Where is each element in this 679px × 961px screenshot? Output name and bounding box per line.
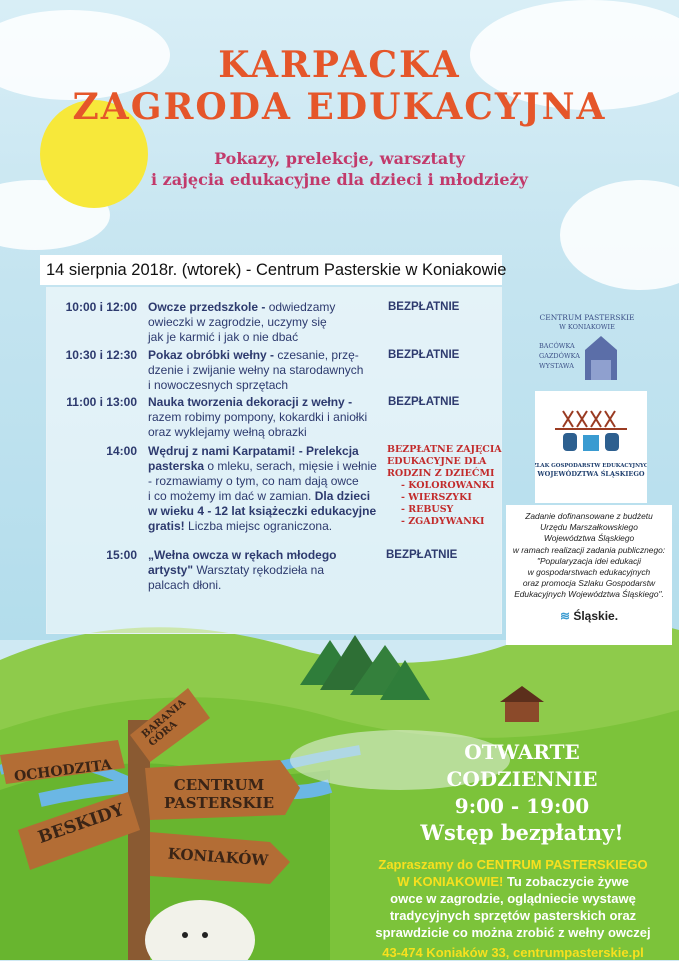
schedule-desc: [148, 395, 378, 440]
subtitle: [0, 148, 679, 190]
logo-text: CENTRUM PASTERSKIE: [539, 313, 635, 322]
funding-note: [506, 505, 672, 645]
schedule-title: Pokaz obróbki wełny -: [148, 348, 275, 362]
sign-label-centrum: [150, 772, 288, 816]
schedule-text: dzenie i zwijanie wełny na starodawnych: [148, 363, 364, 377]
price-line: - ZGADYWANKI: [401, 516, 485, 527]
funding-line: w ramach realizacji zadania publicznego:: [512, 544, 666, 555]
schedule-text: odwiedzamy: [268, 300, 336, 314]
slaskie-logo: [506, 608, 672, 623]
funding-line: Urzędu Marszałkowskiego: [540, 522, 638, 533]
price-label: BEZPŁATNIE: [386, 549, 458, 561]
funding-line: Województwa Śląskiego: [543, 533, 635, 544]
funding-line: w gospodarstwach edukacyjnych: [527, 567, 651, 578]
schedule-time: 14:00: [106, 444, 137, 458]
price-label: BEZPŁATNIE: [388, 301, 460, 313]
price-line: BEZPŁATNE ZAJĘCIA: [387, 444, 502, 455]
schedule-text: i nowoczesnych sprzętach: [148, 378, 289, 392]
schedule-text: razem robimy pompony, kokardki i aniołki: [148, 410, 368, 424]
sign-label-koniakow: KONIAKÓW: [167, 844, 269, 870]
schedule-text: i co możemy im dać w zamian.: [148, 489, 315, 503]
price-label: BEZPŁATNIE: [388, 349, 460, 361]
invite-text: sprawdzicie co można zrobić z wełny owczej: [375, 925, 651, 940]
open-hours: 9:00 - 19:00: [454, 794, 590, 818]
funding-line: Zadanie dofinansowane z budżetu: [525, 511, 653, 521]
sign-text: CENTRUM: [173, 776, 265, 794]
invite-text: tradycyjnych sprzętów pasterskich oraz: [389, 908, 637, 923]
schedule-title: Nauka tworzenia dekoracji z wełny -: [148, 395, 353, 409]
funding-line: Edukacyjnych Województwa Śląskiego".: [514, 589, 664, 600]
page-title-line1: KARPACKA: [218, 44, 461, 86]
schedule-desc: [148, 348, 378, 393]
price-line: - REBUSY: [401, 504, 454, 515]
open-line2: CODZIENNIE: [446, 767, 598, 791]
schedule-panel: [46, 287, 502, 634]
slaskie-brand: Śląskie.: [573, 608, 619, 623]
invite-lead: Zapraszamy do CENTRUM PASTERSKIEGO: [378, 857, 648, 872]
logo-text: WOJEWÓDZTWA ŚLĄSKIEGO: [537, 470, 645, 478]
schedule-text: Warsztaty rękodzieła na: [193, 563, 324, 577]
schedule-title: Wędruj z nami Karpatami! - Prelekcja: [148, 444, 359, 458]
schedule-title: Owcze przedszkole -: [148, 300, 266, 314]
price-line: - WIERSZYKI: [401, 492, 472, 503]
schedule-text: oraz wyklejamy wełną obrazki: [148, 425, 307, 439]
invitation-text: [358, 856, 668, 961]
price-line: - KOLOROWANKI: [401, 480, 495, 491]
schedule-bold: w wieku 4 - 12 lat książeczki edukacyjne: [148, 504, 377, 518]
schedule-text: owieczki w zagrodzie, uczymy się: [148, 315, 327, 329]
address: 43-474 Koniaków 33, centrumpasterskie.pl: [382, 945, 644, 960]
free-entry: Wstęp bezpłatny!: [420, 820, 624, 845]
schedule-time: 15:00: [106, 548, 137, 562]
schedule-bold: Dla dzieci: [314, 489, 371, 503]
schedule-text: Liczba miejsc ograniczona.: [184, 519, 333, 533]
schedule-title: artysty": [148, 563, 194, 577]
schedule-title: „Wełna owcza w rękach młodego: [148, 548, 337, 562]
slaskie-icon: ≋: [559, 608, 574, 623]
subtitle-line2: i zajęcia edukacyjne dla dzieci i młodzieży: [151, 170, 528, 189]
schedule-title: pasterska: [148, 459, 205, 473]
centrum-pasterskie-logo: [535, 300, 639, 392]
schedule-time: 11:00 i 13:00: [66, 395, 137, 409]
date-header: 14 sierpnia 2018r. (wtorek) - Centrum Pasterskie w Koniakowie: [40, 255, 502, 285]
schedule-text: czesanie, przę-: [277, 348, 359, 362]
schedule-desc: [148, 300, 378, 345]
logo-text: WYSTAWA: [539, 362, 574, 370]
schedule-text: o mleku, serach, mięsie i wełnie: [204, 459, 377, 473]
sign-label-beskidy: BESKIDY: [35, 800, 127, 848]
price-line: RODZIN Z DZIEĆMI: [387, 468, 495, 479]
funding-line: "Popularyzacja idei edukacji: [537, 555, 641, 566]
invite-text: owce w zagrodzie, oglądniecie wystawę: [390, 891, 636, 906]
free-family-activities: [387, 444, 503, 528]
price-label: BEZPŁATNIE: [388, 396, 460, 408]
sign-text: PASTERSKIE: [163, 794, 275, 812]
logo-text: BACÓWKA: [539, 342, 575, 350]
schedule-time: 10:30 i 12:30: [65, 348, 137, 362]
price-line: EDUKACYJNE DLA: [387, 456, 487, 467]
invite-lead: W KONIAKOWIE!: [397, 874, 504, 889]
schedule-bold: gratis!: [148, 519, 185, 533]
invite-text: Tu zobaczycie żywe: [503, 874, 629, 889]
page-title-line2: ZAGRODA EDUKACYJNA: [72, 86, 607, 128]
logo-text: W KONIAKOWIE: [559, 323, 615, 331]
schedule-text: - rozmawiamy o tym, co nam dają owce: [148, 474, 359, 488]
sign-label-ochodzita: OCHODZITA: [13, 757, 113, 785]
szlak-logo: [535, 391, 647, 503]
funding-line: oraz promocja Szlaku Gospodarstw: [522, 578, 656, 589]
schedule-desc: [148, 548, 378, 593]
sign-label-barania: BARANIA GÓRA: [139, 697, 189, 749]
schedule-desc: [148, 444, 378, 534]
subtitle-line1: Pokazy, prelekcje, warsztaty: [214, 149, 465, 168]
logo-text: SZLAK GOSPODARSTW EDUKACYJNYCH: [535, 463, 647, 469]
logo-text: GAZDÓWKA: [539, 352, 580, 360]
schedule-text: jak je karmić i jak o nie dbać: [148, 330, 299, 344]
schedule-time: 10:00 i 12:00: [65, 300, 137, 314]
schedule-text: palcach dłoni.: [148, 578, 222, 592]
open-line1: OTWARTE: [464, 740, 580, 764]
